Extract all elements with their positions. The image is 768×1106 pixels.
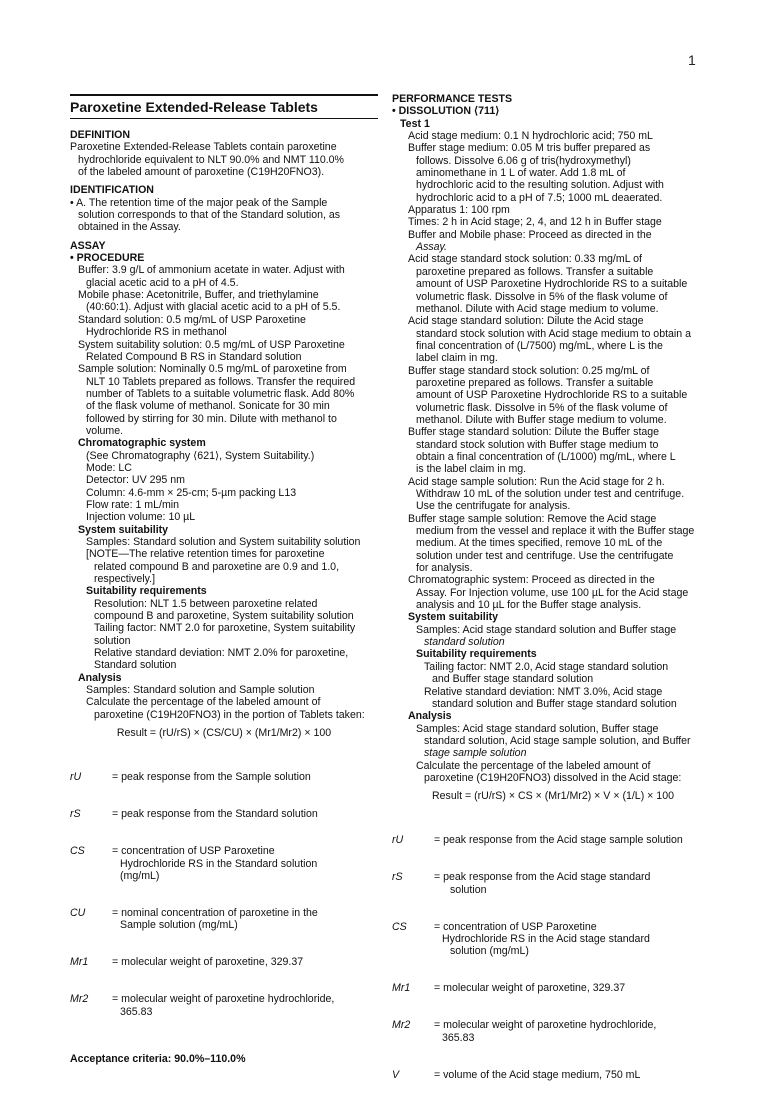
- definition-symbol: CS: [70, 845, 85, 858]
- definition-row: [70, 845, 378, 882]
- identification-line: obtained in the Assay.: [78, 221, 181, 234]
- perf-line: paroxetine prepared as follows. Transfer a suitable: [416, 376, 654, 389]
- assay-line: System suitability solution: 0.5 mg/mL of USP Paroxetine: [78, 338, 345, 351]
- perf-line: Apparatus 1: 100 rpm: [408, 204, 510, 217]
- perf-line: stage sample solution: [424, 747, 527, 760]
- identification-heading: IDENTIFICATION: [70, 184, 154, 197]
- assay-line: Injection volume: 10 µL: [86, 511, 196, 524]
- definition-symbol: Mr2: [70, 993, 89, 1006]
- definition-symbol: V: [392, 1068, 400, 1081]
- perf-line: is the label claim in mg.: [416, 463, 527, 476]
- perf-line: Relative standard deviation: NMT 3.0%, Acid stage: [424, 685, 663, 698]
- perf-line: Assay. For Injection volume, use 100 µL for the Acid stage: [416, 586, 689, 599]
- perf-line: Buffer stage medium: 0.05 M tris buffer prepared as: [408, 142, 651, 155]
- perf-line: volumetric flask. Dissolve in 5% of the flask volume of: [416, 290, 668, 303]
- assay-line: NLT 10 Tablets prepared as follows. Transfer the required: [86, 375, 356, 388]
- assay-line: Analysis: [78, 671, 122, 684]
- perf-line: Acid stage sample solution: Run the Acid stage for 2 h.: [408, 475, 665, 488]
- definition-symbol: Mr1: [392, 982, 411, 995]
- definition-text: 365.83: [442, 1031, 475, 1044]
- assay-line: Samples: Standard solution and System suitability solution: [86, 536, 361, 548]
- perf-line: Acid stage standard solution: Dilute the Acid stage: [408, 315, 644, 328]
- assay-line: volume.: [86, 424, 124, 437]
- perf-line: standard stock solution with Buffer stage medium to: [416, 438, 659, 451]
- definition-text: (mg/mL): [120, 869, 160, 882]
- dissolution-definitions: [392, 810, 714, 1106]
- identification-line: • A. The retention time of the major peak of the Sample: [70, 196, 328, 209]
- assay-line: System suitability: [78, 523, 169, 536]
- assay-line: (See Chromatography ⟨621⟩, System Suitability.): [86, 449, 315, 462]
- assay-line: Suitability requirements: [86, 585, 207, 598]
- definition-symbol: Mr1: [70, 956, 89, 969]
- definition-text: = peak response from the Acid stage sample solution: [434, 834, 683, 847]
- perf-line: standard solution and Buffer stage standard solution: [432, 697, 677, 710]
- perf-line: medium. At the times specified, remove 10 mL of the: [416, 537, 663, 550]
- assay-line: Relative standard deviation: NMT 2.0% for paroxetine,: [94, 647, 349, 660]
- performance-heading: PERFORMANCE TESTS: [392, 93, 513, 105]
- assay-line: of the flask volume of methanol. Sonicate for 30 min: [86, 400, 330, 413]
- definition-text: Sample solution (mg/mL): [120, 919, 238, 932]
- perf-line: label claim in mg.: [416, 352, 498, 365]
- assay-line: (40:60:1). Adjust with glacial acetic acid to a pH of 5.5.: [86, 301, 341, 314]
- assay-formula: Result = (rU/rS) × (CS/CU) × (Mr1/Mr2) × 100: [116, 727, 332, 740]
- definition-text: solution: [450, 883, 487, 896]
- perf-line: hydrochloric acid to the resulting solution. Adjust with: [416, 179, 664, 192]
- perf-line: solution under test and centrifuge. Use the centrifugate: [416, 549, 674, 562]
- definition-text: 365.83: [120, 1005, 153, 1018]
- assay-line: Detector: UV 295 nm: [86, 474, 185, 487]
- perf-line: Analysis: [408, 710, 452, 723]
- assay-line: solution: [94, 634, 131, 647]
- definition-text: = concentration of USP Paroxetine: [434, 920, 597, 933]
- perf-line: and Buffer stage standard solution: [432, 673, 594, 686]
- perf-line: Assay.: [416, 241, 448, 254]
- definition-row: [70, 808, 378, 820]
- perf-line: follows. Dissolve 6.06 g of tris(hydroxymethyl): [416, 154, 631, 167]
- perf-line: standard solution: [424, 636, 505, 649]
- perf-line: Calculate the percentage of the labeled amount of: [416, 759, 651, 772]
- definition-symbol: rU: [392, 834, 404, 847]
- definition-text: solution (mg/mL): [450, 945, 529, 958]
- definition-row: [392, 982, 714, 994]
- definition-line: Paroxetine Extended-Release Tablets contain paroxetine: [70, 141, 337, 154]
- page-title: Paroxetine Extended-Release Tablets: [70, 94, 378, 119]
- definition-text: = molecular weight of paroxetine hydrochloride,: [112, 993, 335, 1006]
- perf-line: amount of USP Paroxetine Hydrochloride RS to a suitable: [416, 389, 688, 402]
- assay-line: Chromatographic system: [78, 437, 206, 450]
- perf-line: Samples: Acid stage standard solution and Buffer stage: [416, 623, 677, 636]
- definition-row: [392, 1019, 714, 1044]
- perf-line: Times: 2 h in Acid stage; 2, 4, and 12 h in Buffer stage: [408, 216, 662, 229]
- assay-line: respectively.]: [94, 573, 156, 586]
- perf-line: medium from the vessel and replace it with the Buffer stage: [416, 525, 695, 538]
- perf-line: System suitability: [408, 611, 499, 624]
- perf-line: Buffer stage standard stock solution: 0.25 mg/mL of: [408, 364, 650, 377]
- perf-line: Suitability requirements: [416, 648, 537, 661]
- perf-line: Test 1: [400, 117, 430, 130]
- assay-line: Calculate the percentage of the labeled amount of: [86, 696, 321, 709]
- assay-line: Samples: Standard solution and Sample solution: [86, 684, 315, 697]
- procedure-heading: • PROCEDURE: [70, 252, 145, 265]
- perf-line: volumetric flask. Dissolve in 5% of the flask volume of: [416, 401, 668, 414]
- perf-line: final concentration of (L/7500) mg/mL, where L is the: [416, 339, 663, 352]
- perf-line: Buffer and Mobile phase: Proceed as directed in the: [408, 228, 652, 241]
- definition-text: Hydrochloride RS in the Acid stage standard: [442, 933, 650, 946]
- assay-line: glacial acetic acid to a pH of 4.5.: [86, 276, 239, 289]
- perf-line: methanol. Dilute with Acid stage medium to volume.: [416, 302, 659, 315]
- assay-line: paroxetine (C19H20FNO3) in the portion of Tablets taken:: [94, 708, 365, 721]
- definition-symbol: CU: [70, 906, 86, 919]
- assay-line: followed by stirring for 30 min. Dilute with methanol to: [86, 412, 337, 425]
- definition-row: [70, 956, 378, 968]
- definition-text: = molecular weight of paroxetine, 329.37: [434, 982, 626, 995]
- perf-line: obtain a final concentration of (L/1000) mg/mL, where L: [416, 450, 676, 463]
- assay-line: Tailing factor: NMT 2.0 for paroxetine, System suitability: [94, 622, 356, 635]
- definition-row: [392, 834, 714, 846]
- perf-line: analysis and 10 µL for the Buffer stage analysis.: [416, 599, 642, 612]
- assay-line: Column: 4.6-mm × 25-cm; 5-µm packing L13: [86, 486, 297, 499]
- definition-text: = concentration of USP Paroxetine: [112, 845, 275, 858]
- definition-text: = volume of the Acid stage medium, 750 mL: [434, 1068, 641, 1081]
- assay-line: Hydrochloride RS in methanol: [86, 326, 227, 339]
- perf-line: Samples: Acid stage standard solution, Buffer stage: [416, 722, 659, 735]
- perf-line: Use the centrifugate for analysis.: [416, 500, 571, 513]
- definition-row: [392, 921, 714, 958]
- definition-text: = molecular weight of paroxetine hydrochloride,: [434, 1019, 657, 1032]
- assay-line: Sample solution: Nominally 0.5 mg/mL of paroxetine from: [78, 363, 347, 376]
- perf-line: Tailing factor: NMT 2.0, Acid stage standard solution: [424, 660, 669, 673]
- dissolution-formula: Result = (rU/rS) × CS × (Mr1/Mr2) × V × (1/L) × 100: [432, 790, 674, 803]
- definition-row: [392, 1069, 714, 1081]
- definition-symbol: rS: [392, 871, 403, 884]
- identification-line: solution corresponds to that of the Standard solution, as: [78, 209, 341, 222]
- perf-line: Withdraw 10 mL of the solution under test and centrifuge.: [416, 488, 685, 500]
- left-column: [70, 93, 378, 1065]
- definition-symbol: Mr2: [392, 1019, 411, 1032]
- perf-line: paroxetine (C19H20FNO3) dissolved in the Acid stage:: [424, 771, 682, 784]
- perf-line: standard solution, Acid stage sample solution, and Buffer: [424, 734, 691, 747]
- definition-row: [392, 871, 714, 896]
- assay-line: Mode: LC: [86, 461, 132, 474]
- definition-symbol: rS: [70, 808, 81, 821]
- definition-text: Hydrochloride RS in the Standard solution: [120, 857, 318, 870]
- assay-line: related compound B and paroxetine are 0.9 and 1.0,: [94, 560, 340, 573]
- perf-line: Acid stage medium: 0.1 N hydrochloric acid; 750 mL: [408, 130, 653, 143]
- assay-line: Related Compound B RS in Standard solution: [86, 350, 302, 363]
- assay-line: compound B and paroxetine, System suitability solution: [94, 610, 354, 623]
- assay-line: Buffer: 3.9 g/L of ammonium acetate in water. Adjust with: [78, 264, 345, 277]
- dissolution-heading: • DISSOLUTION ⟨711⟩: [392, 105, 500, 118]
- definition-text: = peak response from the Acid stage standard: [434, 871, 651, 884]
- definition-row: [70, 907, 378, 932]
- assay-definitions: [70, 747, 378, 1043]
- perf-line: paroxetine prepared as follows. Transfer a suitable: [416, 265, 654, 278]
- perf-line: Buffer stage standard solution: Dilute the Buffer stage: [408, 426, 660, 439]
- assay-line: [NOTE—The relative retention times for paroxetine: [86, 548, 325, 561]
- perf-line: hydrochloric acid to a pH of 7.5; 1000 mL deaerated.: [416, 191, 663, 204]
- right-column: [392, 93, 714, 1106]
- definition-text: = nominal concentration of paroxetine in the: [112, 906, 318, 919]
- assay-line: Mobile phase: Acetonitrile, Buffer, and triethylamine: [78, 289, 319, 302]
- assay-line: number of Tablets to a suitable volumetric flask. Add 80%: [86, 387, 355, 400]
- perf-line: Buffer stage sample solution: Remove the Acid stage: [408, 512, 657, 525]
- definition-text: = peak response from the Standard solution: [112, 808, 318, 821]
- perf-line: amount of USP Paroxetine Hydrochloride RS to a suitable: [416, 278, 688, 291]
- assay-heading: ASSAY: [70, 239, 106, 252]
- assay-line: Flow rate: 1 mL/min: [86, 498, 180, 511]
- definition-line: hydrochloride equivalent to NLT 90.0% and NMT 110.0%: [78, 153, 344, 166]
- assay-line: Resolution: NLT 1.5 between paroxetine related: [94, 597, 318, 610]
- definition-symbol: rU: [70, 771, 82, 784]
- definition-text: = molecular weight of paroxetine, 329.37: [112, 956, 304, 969]
- definition-text: = peak response from the Sample solution: [112, 771, 311, 784]
- acceptance-criteria: Acceptance criteria: 90.0%–110.0%: [70, 1052, 246, 1065]
- definition-row: [70, 993, 378, 1018]
- assay-line: Standard solution: [94, 659, 177, 672]
- perf-line: Chromatographic system: Proceed as directed in the: [408, 574, 655, 587]
- perf-line: aminomethane in 1 L of water. Add 1.8 mL of: [416, 167, 626, 180]
- definition-heading: DEFINITION: [70, 129, 131, 141]
- definition-line: of the labeled amount of paroxetine (C19H20FNO3).: [78, 166, 325, 179]
- perf-line: methanol. Dilute with Buffer stage medium to volume.: [416, 413, 667, 426]
- assay-line: Standard solution: 0.5 mg/mL of USP Paroxetine: [78, 313, 306, 326]
- perf-line: for analysis.: [416, 562, 473, 575]
- perf-line: standard stock solution with Acid stage medium to obtain a: [416, 327, 692, 340]
- definition-symbol: CS: [392, 920, 407, 933]
- perf-line: Acid stage standard stock solution: 0.33 mg/mL of: [408, 253, 642, 266]
- definition-row: [70, 771, 378, 783]
- page-number: 1: [688, 52, 696, 68]
